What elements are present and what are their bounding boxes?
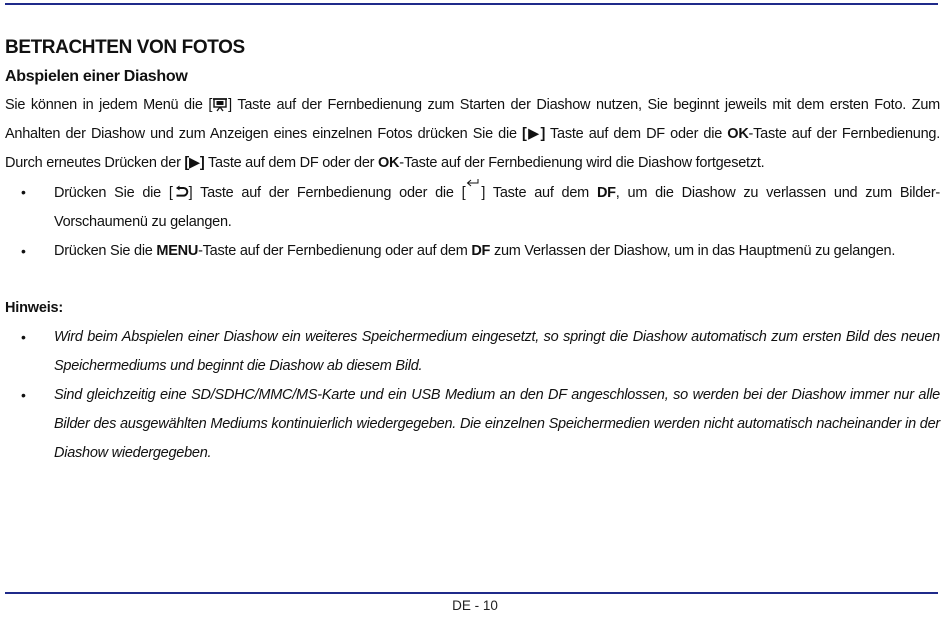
list-text: , um die Diashow zu verlassen und zum Bilder-Vorschaumenü zu gelangen. xyxy=(54,185,941,230)
play-key-label: [▶] xyxy=(184,155,205,171)
bullet: • xyxy=(21,184,26,200)
list-text: ] Taste auf dem xyxy=(481,185,597,201)
list-item xyxy=(5,381,940,468)
ok-key-label: OK xyxy=(378,155,400,171)
list-text: Drücken Sie die xyxy=(54,243,157,259)
note-label: Hinweis: xyxy=(5,300,64,316)
df-label: DF xyxy=(471,243,491,259)
intro-text: -Taste auf der Fernbedienung wird die Diashow fortgesetzt. xyxy=(399,155,765,171)
intro-text: -Taste auf der Fernbedienung. Durch erneutes Drücken der xyxy=(5,126,940,171)
page-title: BETRACHTEN VON FOTOS xyxy=(5,37,245,58)
menu-key-label: MENU xyxy=(156,243,199,259)
bullet: • xyxy=(21,243,26,259)
ok-key-label: OK xyxy=(727,126,749,142)
page-number: DE - 10 xyxy=(452,598,498,613)
list-item xyxy=(5,237,940,266)
play-key-label: [▶] xyxy=(522,126,546,142)
note-text: Wird beim Abspielen einer Diashow ein weiteres Speichermedium eingesetzt, so springt die Diashow automatisch zum ersten Bild des neuen Speichermediums und beginnt die Diashow ab diesem Bild. xyxy=(54,329,940,374)
return-icon xyxy=(173,184,189,200)
slideshow-icon xyxy=(212,96,228,112)
bullet: • xyxy=(21,329,26,345)
note-list xyxy=(5,323,940,468)
bullet: • xyxy=(21,387,26,403)
list-text: Drücken Sie die [ xyxy=(54,185,173,201)
intro-text: ] Taste auf der Fernbedienung zum Starten der Diashow nutzen, Sie beginnt jeweils mit dem ersten Foto. Zum Anhalten der Diashow und zum Anzeigen eines einzelnen Fotos drücken Sie die xyxy=(5,97,940,142)
list-text: ] Taste auf der Fernbedienung oder die [ xyxy=(188,185,466,201)
list-item xyxy=(5,178,940,237)
note-text: Sind gleichzeitig eine SD/SDHC/MMC/MS-Karte und ein USB Medium an den DF angeschlossen, so werden bei der Diashow immer nur alle Bilder des ausgewählten Mediums kontinuierlich wiedergegeben. Die einzelnen Speichermedien werden nicht automatisch nacheinander in der Diashow wiedergegeben. xyxy=(54,387,940,461)
intro-text: Sie können in jedem Menü die [ xyxy=(5,97,213,113)
footer-rule xyxy=(5,592,938,594)
header-rule xyxy=(5,3,938,5)
df-label: DF xyxy=(596,185,616,201)
intro-text: Taste auf dem DF oder die xyxy=(545,126,728,142)
document-body xyxy=(5,34,940,468)
list-item xyxy=(5,323,940,381)
intro-text: Taste auf dem DF oder der xyxy=(204,155,379,171)
section-title: Abspielen einer Diashow xyxy=(5,68,188,85)
intro-paragraph xyxy=(5,91,940,178)
instruction-list xyxy=(5,178,940,266)
back-arrow-icon xyxy=(465,178,481,194)
list-text: zum Verlassen der Diashow, um in das Hauptmenü zu gelangen. xyxy=(490,243,896,259)
list-text: -Taste auf der Fernbedienung oder auf dem xyxy=(198,243,472,259)
